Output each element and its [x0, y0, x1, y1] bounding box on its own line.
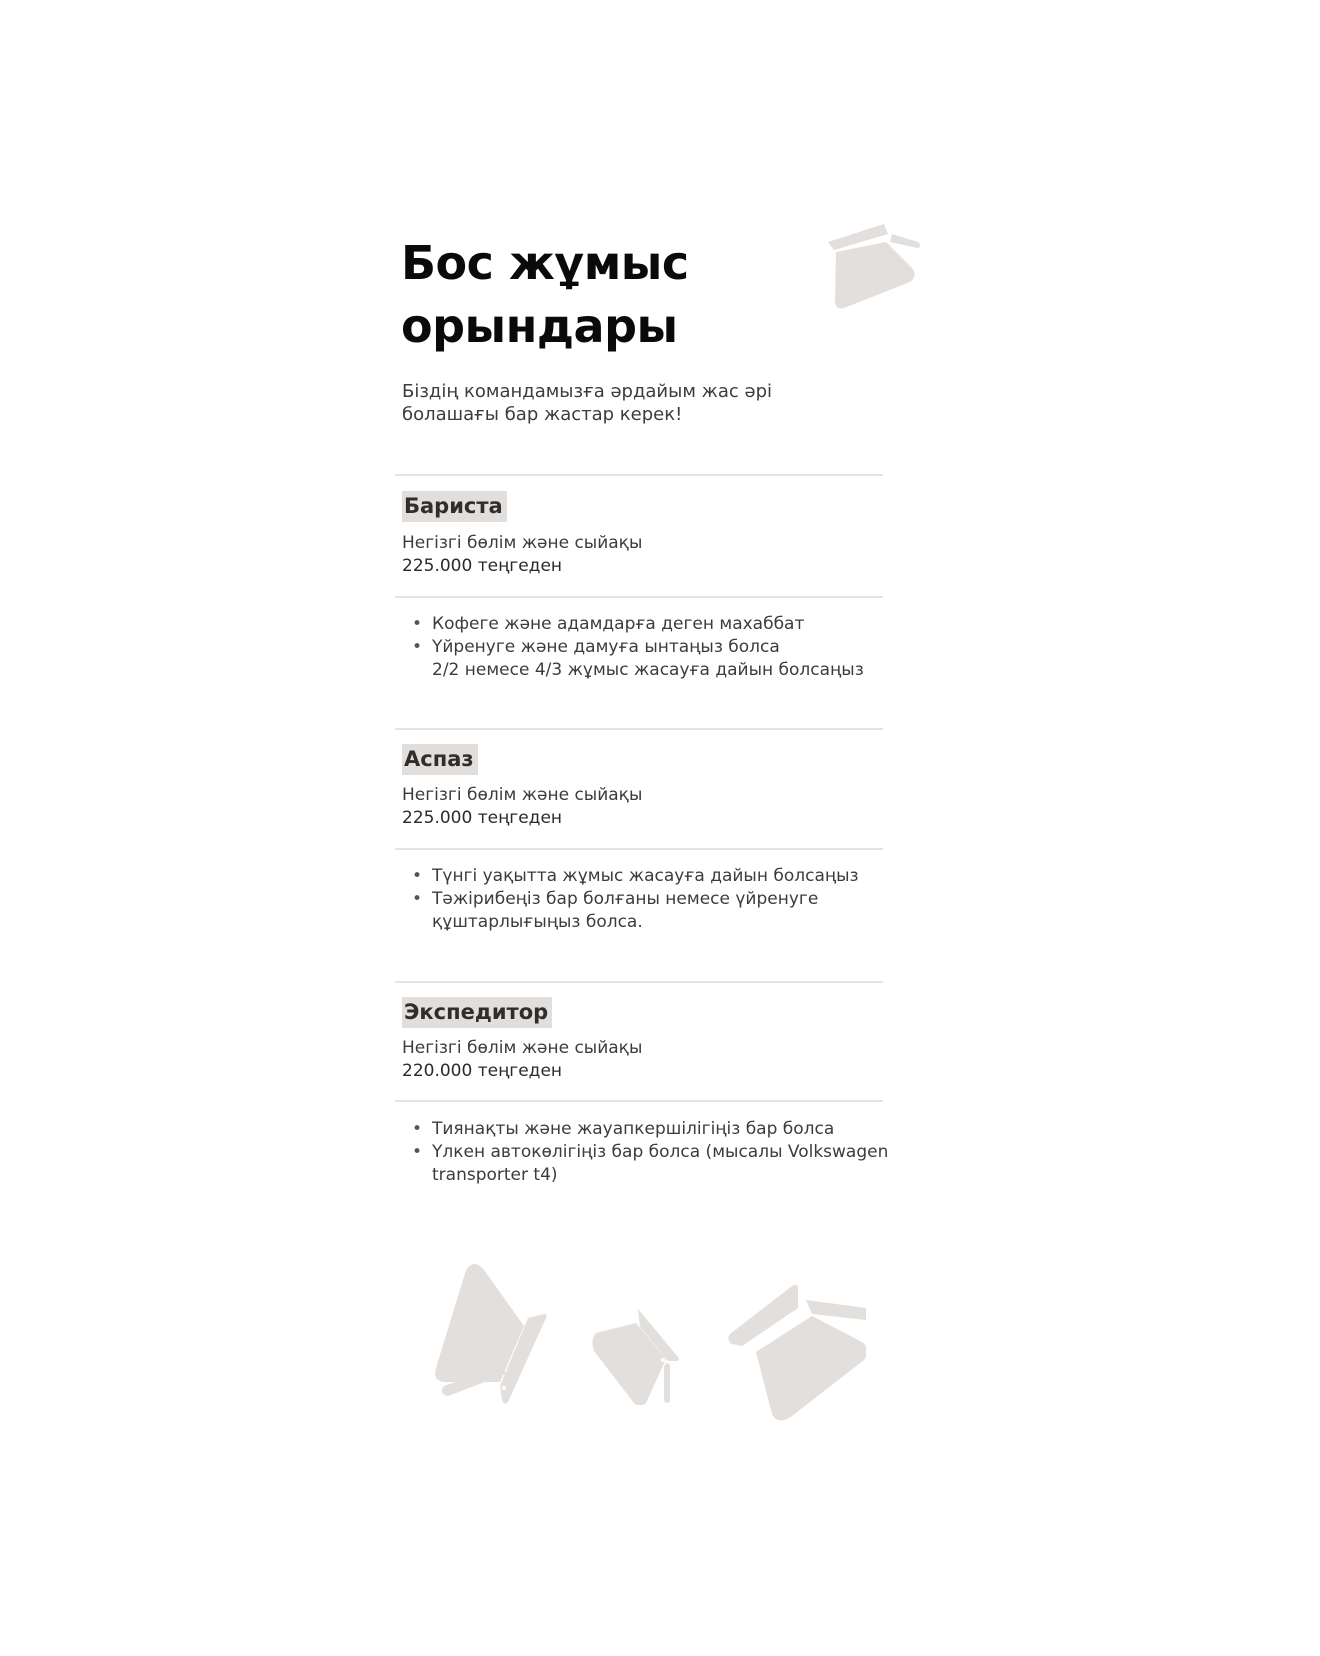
list-item: • Тиянақты және жауапкершілігіңіз бар болса [432, 1118, 902, 1141]
page-title [401, 232, 689, 358]
salary-info [402, 532, 642, 578]
divider [395, 981, 883, 983]
salary-amount: 225.000 теңгеден [402, 808, 563, 828]
divider [395, 1100, 883, 1102]
requirements-list [410, 865, 902, 934]
divider [395, 728, 883, 730]
coffee-pot-icon [726, 1280, 866, 1430]
vacancy-title-barista: Бариста [402, 491, 507, 522]
vacancy-title-cook: Аспаз [402, 744, 478, 775]
list-item: • Түнгі уақытта жұмыс жасауға дайын болсаңыз [432, 865, 902, 888]
divider [395, 848, 883, 850]
vacancy-title-expeditor: Экспедитор [402, 997, 552, 1028]
subtitle: Біздің командамызға әрдайым жас әрі болашағы бар жастар керек! [402, 381, 773, 425]
salary-amount: 225.000 теңгеден [402, 556, 563, 576]
salary-info [402, 784, 642, 830]
divider [395, 596, 883, 598]
salary-label: Негізгі бөлім және сыйақы [402, 1038, 643, 1058]
divider [395, 474, 883, 476]
salary-amount: 220.000 теңгеден [402, 1061, 563, 1081]
list-item: • Кофеге және адамдарға деген махаббат [432, 613, 902, 636]
list-item: • Үйренуге және дамуға ынтаңыз болса [432, 636, 902, 659]
coffee-pot-icon [590, 1305, 686, 1405]
list-item: 2/2 немесе 4/3 жұмыс жасауға дайын болсаңыз [432, 660, 864, 680]
list-item: • Тәжірибеңіз бар болғаны немесе үйренуге құштарлығыңыз болса. [432, 888, 832, 934]
requirements-list [410, 1118, 902, 1187]
requirements-list [410, 613, 902, 682]
coffee-pot-icon [822, 220, 922, 312]
salary-label: Негізгі бөлім және сыйақы [402, 533, 643, 553]
title-line-1: Бос жұмыс [401, 236, 689, 290]
salary-info [402, 1037, 642, 1083]
list-item: • Үлкен автокөлігіңіз бар болса (мысалы Volkswagen transporter t4) [432, 1141, 892, 1187]
salary-label: Негізгі бөлім және сыйақы [402, 785, 643, 805]
coffee-pot-icon [428, 1258, 560, 1408]
title-line-2: орындары [401, 299, 678, 353]
